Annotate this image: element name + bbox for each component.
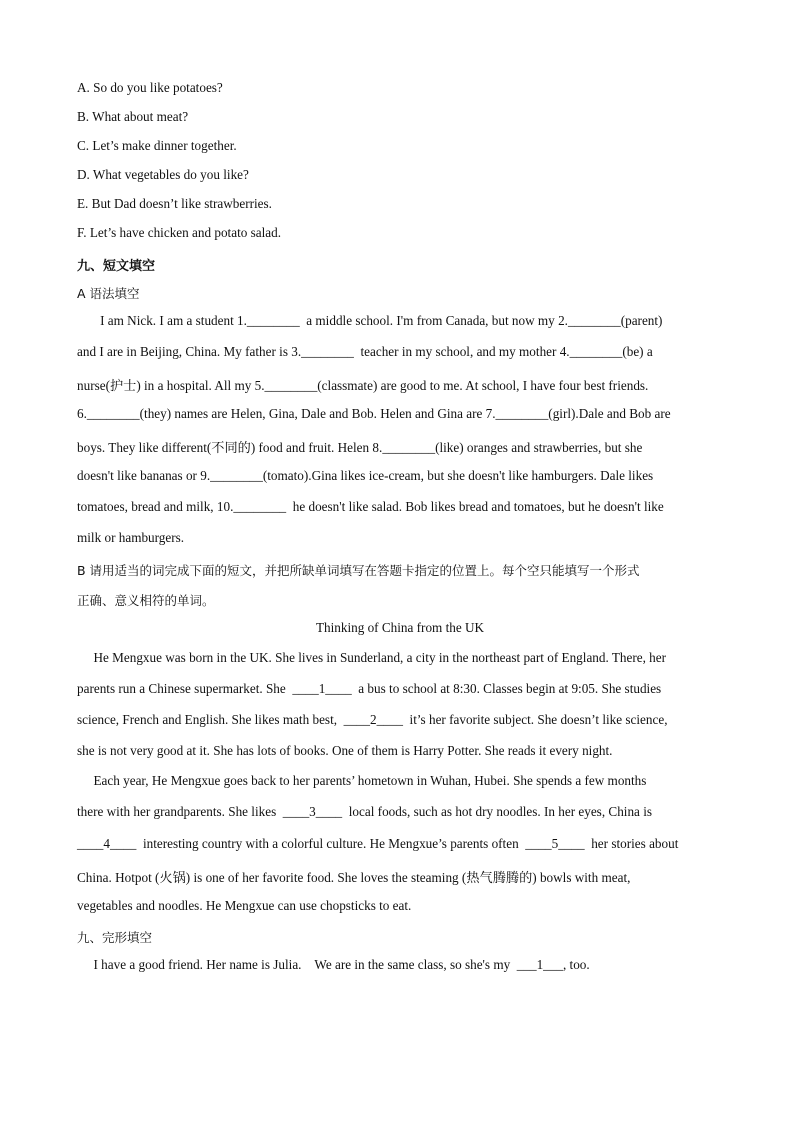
section-heading: 九、短文填空 [77, 259, 156, 274]
part-b-instructions-2: 正确、意义相符的单词。 [77, 593, 215, 608]
part-b-line-4: she is not very good at it. She has lots of books. One of them is Harry Potter. She reads it every night. [77, 743, 613, 758]
part-a-line-7: tomatoes, bread and milk, 10.________ he doesn't like salad. Bob likes bread and tomatoes, but he doesn't like [77, 499, 664, 514]
part-a-line-4: 6.________(they) names are Helen, Gina, Dale and Bob. Helen and Gina are 7.________(girl).Dale and Bob are [77, 406, 671, 421]
part-b-line-8: China. Hotpot (火锅) is one of her favorite food. She loves the steaming (热气腾腾的) bowls with meat, [77, 870, 631, 885]
part-a-line-5: boys. They like different(不同的) food and fruit. Helen 8.________(like) oranges and strawberries, but she [77, 440, 643, 455]
passage-title: Thinking of China from the UK [315, 620, 485, 635]
part-b-line-7: ____4____ interesting country with a colorful culture. He Mengxue’s parents often ____5____ her stories about [77, 836, 679, 851]
part-a-line-6: doesn't like bananas or 9.________(tomato).Gina likes ice-cream, but she doesn't like hamburgers. Dale likes [77, 468, 654, 483]
option-f: F. Let’s have chicken and potato salad. [77, 225, 282, 240]
part-a-line-3: nurse(护士) in a hospital. All my 5.________(classmate) are good to me. At school, I have four best friends. [77, 378, 649, 393]
part-b-line-9: vegetables and noodles. He Mengxue can use chopsticks to eat. [77, 898, 412, 913]
part-a-line-8: milk or hamburgers. [77, 530, 185, 545]
part-a-line-2: and I are in Beijing, China. My father is 3.________ teacher in my school, and my mother 4.________(be) a [77, 344, 653, 359]
part-b-instructions-1: B 请用适当的词完成下面的短文，并把所缺单词填写在答题卡指定的位置上。每个空只能填写一个形式 [77, 563, 640, 578]
part-a-line-1: I am Nick. I am a student 1.________ a middle school. I'm from Canada, but now my 2.________(parent) [77, 313, 663, 328]
part-a-title: A 语法填空 [77, 286, 140, 301]
part-b-line-2: parents run a Chinese supermarket. She ____1____ a bus to school at 8:30. Classes begin at 9:05. She studies [77, 681, 662, 696]
cloze-line-1: I have a good friend. Her name is Julia. We are in the same class, so she's my ___1___, too. [77, 957, 590, 972]
option-d: D. What vegetables do you like? [77, 167, 249, 182]
cloze-heading: 九、完形填空 [77, 930, 153, 945]
option-a: A. So do you like potatoes? [77, 80, 223, 95]
part-b-line-6: there with her grandparents. She likes ____3____ local foods, such as hot dry noodles. In her eyes, China is [77, 804, 653, 819]
part-b-line-3: science, French and English. She likes math best, ____2____ it’s her favorite subject. She doesn’t like science, [77, 712, 668, 727]
part-b-line-1: He Mengxue was born in the UK. She lives in Sunderland, a city in the northeast part of England. There, her [77, 650, 667, 665]
option-e: E. But Dad doesn’t like strawberries. [77, 196, 272, 211]
option-c: C. Let’s make dinner together. [77, 138, 237, 153]
option-b: B. What about meat? [77, 109, 189, 124]
part-b-line-5: Each year, He Mengxue goes back to her parents’ hometown in Wuhan, Hubei. She spends a few months [77, 773, 647, 788]
